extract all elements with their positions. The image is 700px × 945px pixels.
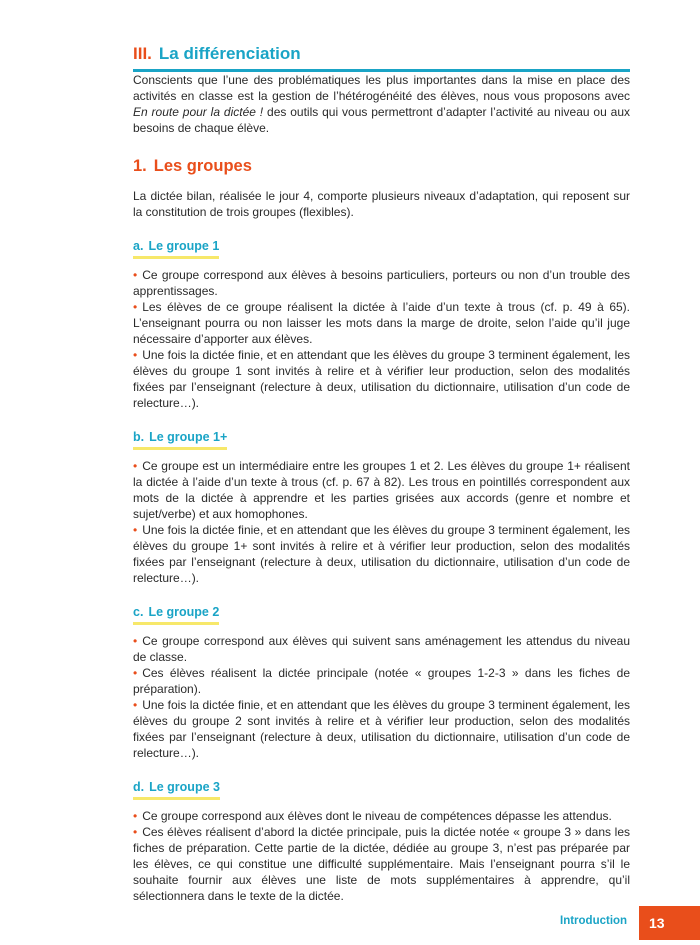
group-section bbox=[133, 586, 630, 761]
bullet-icon: • bbox=[133, 300, 138, 314]
bullet-item bbox=[133, 267, 630, 299]
bullet-icon: • bbox=[133, 698, 138, 712]
section-intro: La dictée bilan, réalisée le jour 4, comporte plusieurs niveaux d’adaptation, qui reposent sur la constitution de trois groupes (flexibles). bbox=[133, 189, 630, 219]
bullet-item bbox=[133, 824, 630, 904]
group-label: d. bbox=[133, 780, 145, 794]
groups-list bbox=[133, 220, 630, 904]
bullet-text: Ce groupe correspond aux élèves à besoins particuliers, porteurs ou non d’un trouble des apprentissages. bbox=[133, 268, 630, 298]
bullet-icon: • bbox=[133, 825, 138, 839]
intro-paragraph bbox=[133, 72, 630, 136]
group-heading bbox=[133, 239, 219, 259]
book-title: En route pour la dictée ! bbox=[133, 105, 264, 119]
bullet-item bbox=[133, 665, 630, 697]
bullet-item bbox=[133, 633, 630, 665]
group-label: a. bbox=[133, 239, 144, 253]
group-heading bbox=[133, 780, 220, 800]
bullet-text: Ce groupe correspond aux élèves qui suivent sans aménagement les attendus du niveau de classe. bbox=[133, 634, 630, 664]
group-section bbox=[133, 411, 630, 586]
bullet-item bbox=[133, 697, 630, 761]
bullet-text: Les élèves de ce groupe réalisent la dictée à l’aide d’un texte à trous (cf. p. 49 à 65). L’enseignant pourra ou non laisser les mots dans la marge de droite, selon l’aide qu’il juge nécessaire d’apporter aux élèves. bbox=[133, 300, 630, 346]
bullet-item bbox=[133, 808, 630, 824]
bullet-item bbox=[133, 458, 630, 522]
bullet-icon: • bbox=[133, 523, 138, 537]
bullet-text: Une fois la dictée finie, et en attendant que les élèves du groupe 3 terminent également, les élèves du groupe 1+ sont invités à relire et à vérifier leur production, selon des modalités fixées par l’enseignant (relecture à deux, utilisation du dictionnaire, utilisation d’un code de relecture…). bbox=[133, 523, 630, 585]
bullet-text: Ces élèves réalisent la dictée principale (notée « groupes 1-2-3 » dans les fiches de préparation). bbox=[133, 666, 630, 696]
bullet-text: Une fois la dictée finie, et en attendant que les élèves du groupe 3 terminent également, les élèves du groupe 1 sont invités à relire et à vérifier leur production, selon des modalités fixées par l’enseignant (relecture à deux, utilisation du dictionnaire, utilisation d’un code de relecture…). bbox=[133, 348, 630, 410]
bullet-text: Ces élèves réalisent d’abord la dictée principale, puis la dictée notée « groupe 3 » dans les fiches de préparation. Cette partie de la dictée, dédiée au groupe 3, n’est pas préparée par les élèves, ce qui constitue une difficulté supplémentaire. Mais l’enseignant pourra s’il le souhaite fournir aux élèves une liste de mots supplémentaires à apprendre, qu’il sélectionnera dans le texte de la dictée. bbox=[133, 825, 630, 903]
chapter-heading bbox=[133, 44, 630, 72]
page-content bbox=[133, 44, 630, 904]
group-label: c. bbox=[133, 605, 144, 619]
bullet-text: Ce groupe est un intermédiaire entre les groupes 1 et 2. Les élèves du groupe 1+ réalisent la dictée à l’aide d’un texte à trous (cf. p. 67 à 82). Les trous en pointillés correspondent aux mots de la dictée à apprendre et les parties grisées aux accords (genre et nombre et sujet/verbe) et aux homophones. bbox=[133, 459, 630, 521]
section-title: Les groupes bbox=[153, 157, 252, 175]
group-heading bbox=[133, 605, 219, 625]
chapter-title: La différenciation bbox=[158, 44, 301, 63]
bullet-item bbox=[133, 347, 630, 411]
group-title: Le groupe 2 bbox=[148, 605, 220, 619]
bullet-text: Ce groupe correspond aux élèves dont le niveau de compétences dépasse les attendus. bbox=[142, 809, 612, 823]
group-section bbox=[133, 761, 630, 904]
bullet-icon: • bbox=[133, 666, 138, 680]
section-number: 1. bbox=[133, 157, 147, 175]
bullet-icon: • bbox=[133, 268, 138, 282]
group-heading bbox=[133, 430, 227, 450]
bullet-icon: • bbox=[133, 459, 138, 473]
group-title: Le groupe 1 bbox=[148, 239, 220, 253]
intro-text-1: Conscients que l’une des problématiques les plus importantes dans la mise en place des activités en classe est la gestion de l’hétérogénéité des élèves, nous vous proposons avec bbox=[133, 73, 630, 103]
bullet-item bbox=[133, 299, 630, 347]
group-title: Le groupe 3 bbox=[149, 780, 220, 794]
group-section bbox=[133, 220, 630, 411]
intro-text-2: des outils qui vous permettront d’adapter l’activité au niveau ou aux besoins de chaque élève. bbox=[133, 105, 630, 135]
section-heading bbox=[133, 157, 630, 176]
bullet-text: Une fois la dictée finie, et en attendant que les élèves du groupe 3 terminent également, les élèves du groupe 2 sont invités à relire et à vérifier leur production, selon des modalités fixées par l’enseignant (relecture à deux, utilisation du dictionnaire, utilisation d’un code de relecture…). bbox=[133, 698, 630, 760]
bullet-icon: • bbox=[133, 348, 138, 362]
chapter-number: III. bbox=[133, 44, 152, 63]
footer-section-label: Introduction bbox=[560, 915, 628, 927]
bullet-icon: • bbox=[133, 809, 138, 823]
group-title: Le groupe 1+ bbox=[149, 430, 228, 444]
group-label: b. bbox=[133, 430, 145, 444]
page-number: 13 bbox=[639, 906, 700, 940]
bullet-icon: • bbox=[133, 634, 138, 648]
bullet-item bbox=[133, 522, 630, 586]
